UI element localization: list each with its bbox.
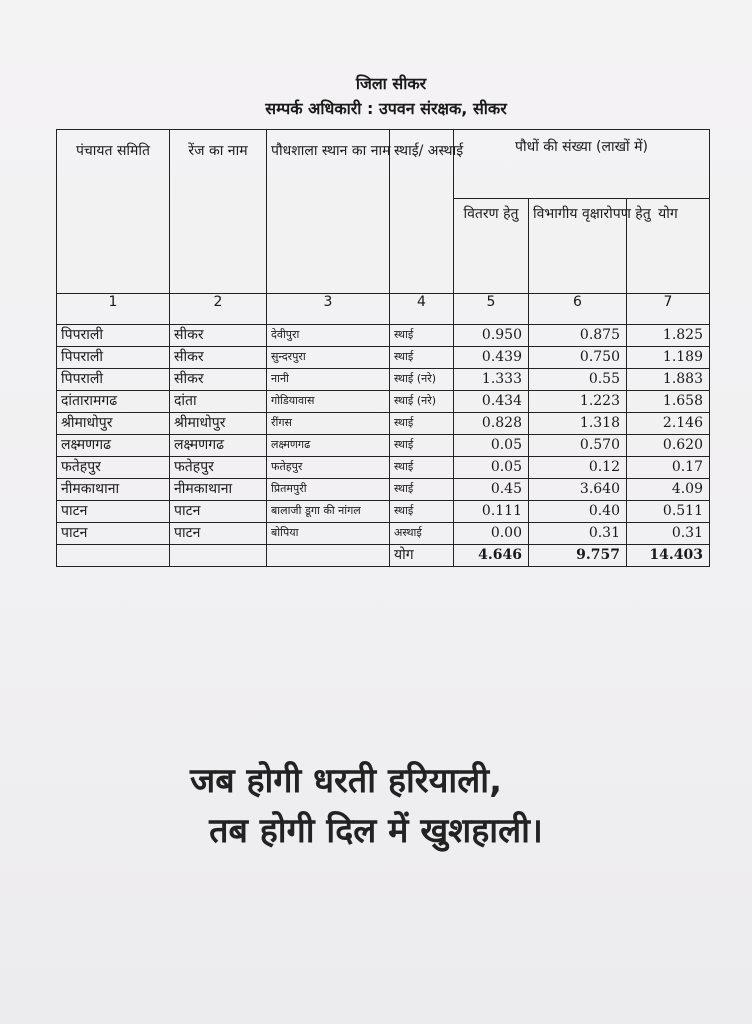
cell-panchayat: लक्ष्मणगढ	[57, 435, 170, 457]
cell-panchayat: पिपराली	[57, 347, 170, 369]
cell-distribution: 0.434	[454, 391, 529, 413]
column-number: 4	[390, 294, 454, 325]
header-nursery: पौधशाला स्थान का नाम	[267, 130, 390, 294]
cell-departmental: 1.223	[529, 391, 627, 413]
cell-nursery: सुन्दरपुरा	[267, 347, 390, 369]
cell-range: दांता	[170, 391, 267, 413]
cell-range: फतेहपुर	[170, 457, 267, 479]
table-row	[57, 501, 710, 523]
cell-range: श्रीमाधोपुर	[170, 413, 267, 435]
cell-departmental: 0.12	[529, 457, 627, 479]
cell-panchayat: फतेहपुर	[57, 457, 170, 479]
cell-nursery: प्रितमपुरी	[267, 479, 390, 501]
cell-total: 0.17	[627, 457, 710, 479]
column-number: 7	[627, 294, 710, 325]
cell-type: स्थाई (नरे)	[390, 391, 454, 413]
cell-distribution: 1.333	[454, 369, 529, 391]
cell-range: सीकर	[170, 369, 267, 391]
cell-distribution: 0.439	[454, 347, 529, 369]
cell-nursery: बोपिया	[267, 523, 390, 545]
cell-nursery: गोडियावास	[267, 391, 390, 413]
table-row	[57, 413, 710, 435]
cell-total: 0.31	[627, 523, 710, 545]
column-number: 3	[267, 294, 390, 325]
cell-departmental: 3.640	[529, 479, 627, 501]
table-row	[57, 523, 710, 545]
cell-departmental: 0.31	[529, 523, 627, 545]
cell-total: 1.658	[627, 391, 710, 413]
cell-distribution: 0.828	[454, 413, 529, 435]
cell-departmental: 0.55	[529, 369, 627, 391]
slogan-line-2: तब होगी दिल में खुशहाली।	[209, 811, 543, 851]
table-row	[57, 325, 710, 347]
total-total: 14.403	[627, 545, 710, 567]
cell-range: पाटन	[170, 501, 267, 523]
cell-panchayat: पाटन	[57, 523, 170, 545]
table-row	[57, 369, 710, 391]
cell-range: पाटन	[170, 523, 267, 545]
cell-nursery: देवीपुरा	[267, 325, 390, 347]
cell-range: नीमकाथाना	[170, 479, 267, 501]
contact-officer: सम्पर्क अधिकारी : उपवन संरक्षक, सीकर	[265, 99, 507, 118]
cell-total: 0.620	[627, 435, 710, 457]
total-distribution: 4.646	[454, 545, 529, 567]
header-departmental: विभागीय वृक्षारोपण हेतु	[529, 199, 627, 294]
header-distribution: वितरण हेतु	[454, 199, 529, 294]
cell-panchayat: पिपराली	[57, 325, 170, 347]
header-row	[57, 130, 710, 199]
header-range: रेंज का नाम	[170, 130, 267, 294]
cell-departmental: 0.570	[529, 435, 627, 457]
cell-type: स्थाई (नरे)	[390, 369, 454, 391]
cell-nursery: बालाजी डूगा की नांगल	[267, 501, 390, 523]
column-number-row	[57, 294, 710, 325]
table-row	[57, 347, 710, 369]
header-type: स्थाई/ अस्थाई	[390, 130, 454, 294]
cell-type: अस्थाई	[390, 523, 454, 545]
cell-total: 1.883	[627, 369, 710, 391]
column-number: 1	[57, 294, 170, 325]
cell-total: 1.189	[627, 347, 710, 369]
cell-departmental: 1.318	[529, 413, 627, 435]
cell-range: सीकर	[170, 325, 267, 347]
cell-panchayat: नीमकाथाना	[57, 479, 170, 501]
cell-type: स्थाई	[390, 501, 454, 523]
cell-distribution: 0.111	[454, 501, 529, 523]
slogan-line-1: जब होगी धरती हरियाली,	[189, 761, 503, 801]
cell-total: 4.09	[627, 479, 710, 501]
cell-range: लक्ष्मणगढ	[170, 435, 267, 457]
nursery-table	[56, 129, 710, 567]
total-departmental: 9.757	[529, 545, 627, 567]
cell-type: स्थाई	[390, 479, 454, 501]
cell-departmental: 0.875	[529, 325, 627, 347]
column-number: 2	[170, 294, 267, 325]
cell-distribution: 0.950	[454, 325, 529, 347]
cell-total: 2.146	[627, 413, 710, 435]
cell-nursery: रींगस	[267, 413, 390, 435]
cell-distribution: 0.45	[454, 479, 529, 501]
district-title: जिला सीकर	[355, 74, 427, 93]
cell-type: स्थाई	[390, 325, 454, 347]
column-number: 6	[529, 294, 627, 325]
header-plants: पौधों की संख्या (लाखों में)	[454, 130, 710, 199]
cell-nursery: फतेहपुर	[267, 457, 390, 479]
cell-distribution: 0.05	[454, 457, 529, 479]
table-row	[57, 457, 710, 479]
cell-panchayat: दांतारामगढ	[57, 391, 170, 413]
cell-panchayat: पिपराली	[57, 369, 170, 391]
cell-panchayat: पाटन	[57, 501, 170, 523]
cell-type: स्थाई	[390, 435, 454, 457]
cell-range: सीकर	[170, 347, 267, 369]
cell-nursery: नानी	[267, 369, 390, 391]
cell-total: 0.511	[627, 501, 710, 523]
table-row	[57, 479, 710, 501]
cell-nursery: लक्ष्मणगढ	[267, 435, 390, 457]
cell-panchayat: श्रीमाधोपुर	[57, 413, 170, 435]
cell-type: स्थाई	[390, 457, 454, 479]
cell-total: 1.825	[627, 325, 710, 347]
cell-type: स्थाई	[390, 413, 454, 435]
cell-departmental: 0.750	[529, 347, 627, 369]
header-panchayat: पंचायत समिति	[57, 130, 170, 294]
column-number: 5	[454, 294, 529, 325]
total-row	[57, 545, 710, 567]
cell-type: स्थाई	[390, 347, 454, 369]
cell-distribution: 0.00	[454, 523, 529, 545]
table-row	[57, 435, 710, 457]
table-row	[57, 391, 710, 413]
cell-departmental: 0.40	[529, 501, 627, 523]
header-total: योग	[627, 199, 710, 294]
cell-distribution: 0.05	[454, 435, 529, 457]
total-label: योग	[390, 545, 454, 567]
